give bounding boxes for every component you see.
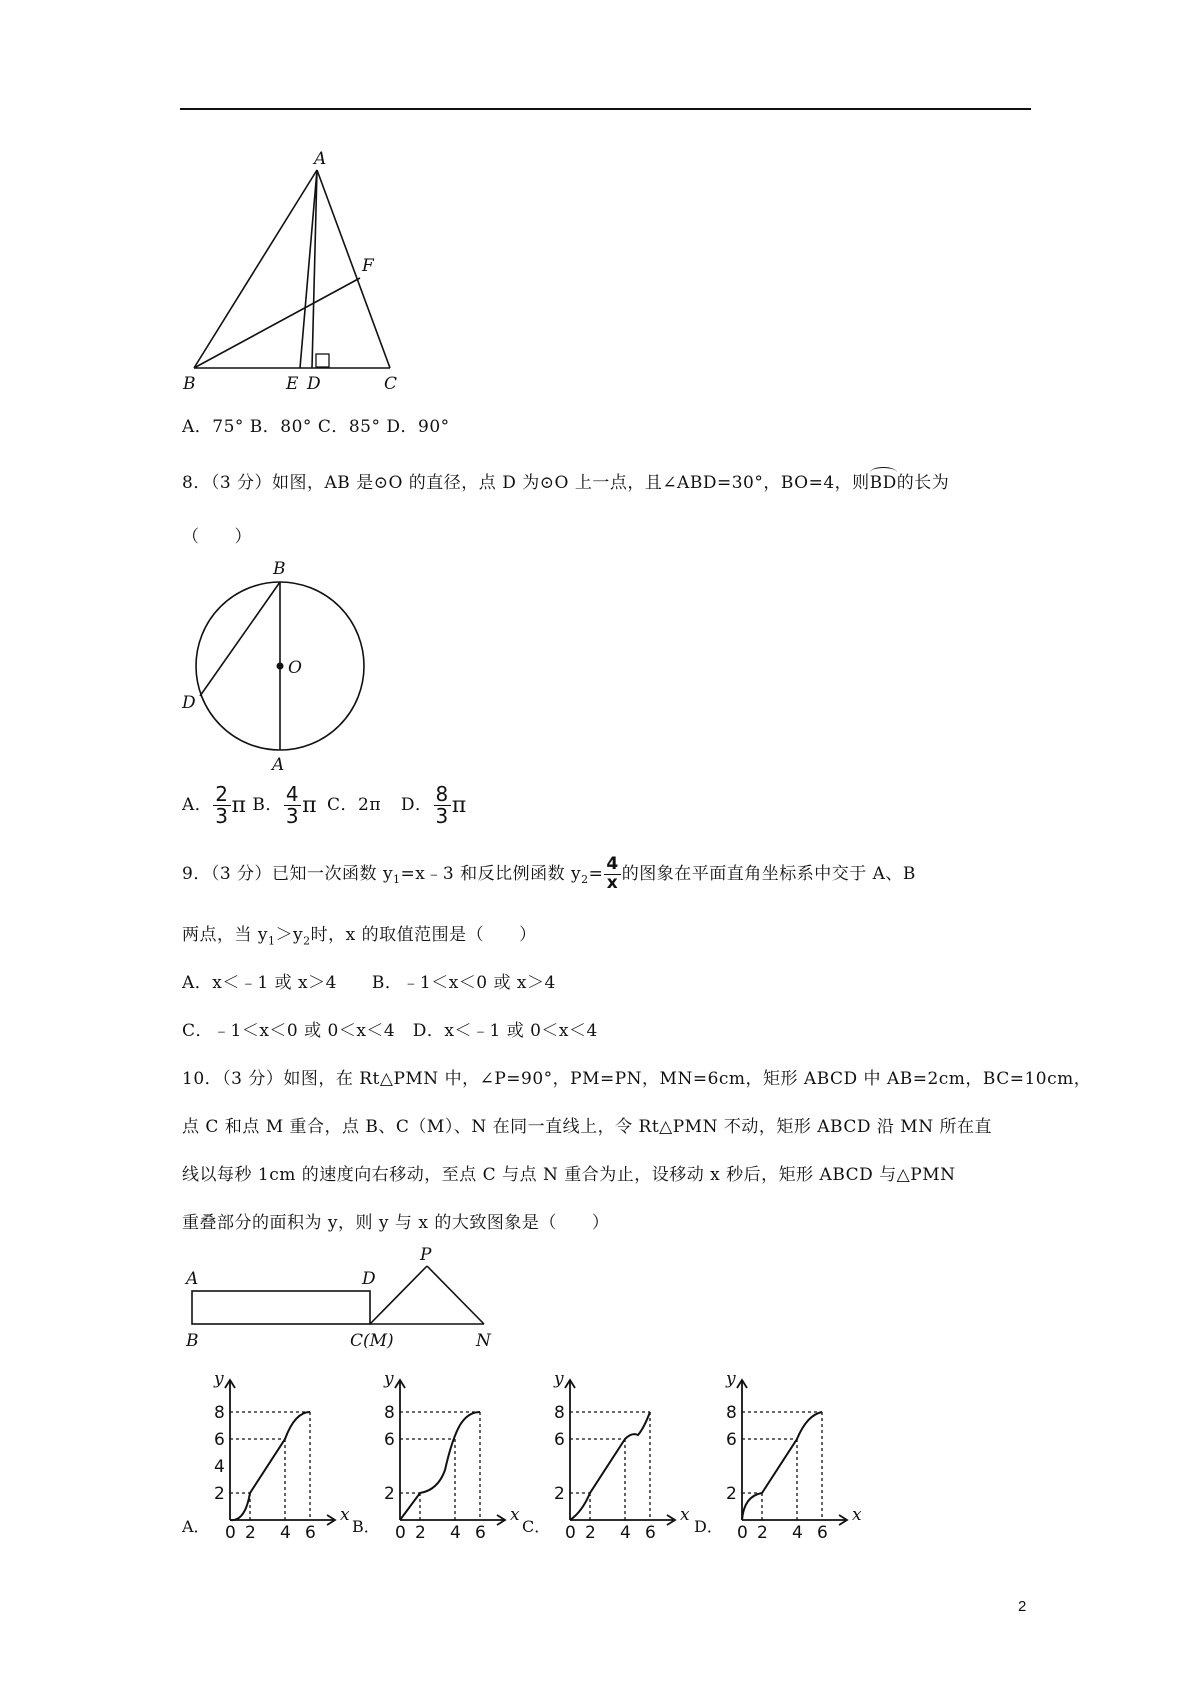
q8-stem-pre: 8．（3 分）如图，AB 是⊙O 的直径，点 D 为⊙O 上一点，且∠ABD=30°，BO=4，则: [182, 473, 870, 493]
q8-label-o: O: [288, 658, 302, 678]
q8-opt-d-pi: π: [451, 793, 467, 818]
q9-stem-part1: 9．（3 分）已知一次函数 y: [182, 863, 394, 884]
q9-stem-line2: [182, 920, 537, 947]
q10-graph-a-ytick-2: 2: [214, 1484, 225, 1504]
q8-opt-b-num: 4: [285, 782, 300, 806]
q10-graph-d-y-label: y: [726, 1369, 736, 1389]
q8-opt-d-label: D．: [400, 795, 433, 815]
q10-graph-d-xtick-0: 0: [737, 1523, 748, 1543]
q9-sub1: 1: [393, 873, 401, 887]
q9-options-row2: C．﹣1＜x＜0 或 0＜x＜4 D．x＜﹣1 或 0＜x＜4: [182, 1021, 598, 1041]
q8-opt-b-den: 3: [285, 804, 300, 828]
q10-graph-b-xtick-6: 6: [475, 1523, 486, 1543]
q8-arc-bd: BD: [869, 473, 897, 493]
q10-graph-a-y-label: y: [214, 1369, 224, 1389]
q10-graph-d-x-label: x: [852, 1505, 862, 1525]
q10-line3: 线以每秒 1cm 的速度向右移动，至点 C 与点 N 重合为止，设移动 x 秒后，矩形 ABCD 与△PMN: [182, 1165, 956, 1185]
q10-graph-b-y-label: y: [384, 1369, 394, 1389]
q10-graph-c-ytick-8: 8: [554, 1403, 565, 1423]
q7-triangle-figure: [180, 148, 410, 393]
q10-rect-triangle-figure: [180, 1246, 500, 1352]
q8-stem: [182, 468, 949, 493]
q9-line2-part1: 两点，当 y: [182, 925, 269, 945]
q10-label-n: N: [476, 1331, 491, 1351]
q8-opt-a-den: 3: [215, 804, 229, 828]
q9-line2-part3: 时，x 的取值范围是（ ）: [310, 925, 537, 945]
q8-blank: （ ）: [182, 527, 252, 547]
q7-options: A．75° B．80° C．85° D．90°: [182, 417, 450, 437]
q9-frac-num: 4: [606, 854, 619, 874]
q9-line2-part2: ＞y: [275, 925, 304, 945]
q9-line2-sub2: 2: [303, 934, 311, 948]
q10-graph-a-x-label: x: [340, 1505, 350, 1525]
q8-circle-figure: [180, 556, 370, 774]
q8-label-b: B: [273, 559, 286, 579]
q10-graph-a-label: A．: [182, 1517, 210, 1536]
q8-options: [182, 784, 467, 827]
q8-label-d: D: [182, 693, 196, 713]
q9-sub2: 2: [581, 873, 589, 887]
q10-graph-b-ytick-6: 6: [384, 1430, 395, 1450]
q10-graph-a-xtick-6: 6: [305, 1523, 316, 1543]
q10-graph-d-ytick-8: 8: [726, 1403, 737, 1423]
q9-line2-sub1: 1: [268, 934, 276, 948]
q10-label-d: D: [362, 1269, 376, 1289]
q8-opt-a-frac: [213, 784, 230, 827]
q10-graph-b-xtick-0: 0: [395, 1523, 406, 1543]
q8-opt-a-pi: π: [231, 793, 247, 818]
q9-stem-part3: =: [588, 863, 604, 884]
q10-graph-a-ytick-8: 8: [214, 1403, 225, 1423]
q9-frac-den: x: [606, 872, 619, 893]
q10-graph-d-ytick-2: 2: [726, 1484, 737, 1504]
q8-opt-c: C．2π: [327, 795, 381, 815]
q7-label-f: F: [362, 256, 374, 276]
q8-opt-b-pi: π: [302, 793, 318, 818]
q9-stem-part4: 的图象在平面直角坐标系中交于 A、B: [621, 863, 916, 884]
q10-label-b: B: [186, 1331, 199, 1351]
q10-graph-c: [540, 1369, 690, 1543]
q10-graph-b-ytick-8: 8: [384, 1403, 395, 1423]
q7-label-a: A: [314, 149, 327, 169]
q10-graph-a: [200, 1369, 350, 1543]
q10-graph-d-xtick-4: 4: [792, 1523, 803, 1543]
q10-graph-b-label: B．: [352, 1517, 380, 1536]
q10-label-a: A: [186, 1269, 199, 1289]
q10-label-cm: C(M): [350, 1331, 394, 1351]
q8-label-a: A: [272, 755, 285, 775]
q10-graph-d: [712, 1369, 862, 1543]
q10-graph-c-ytick-6: 6: [554, 1430, 565, 1450]
q9-stem-line1: [182, 856, 916, 893]
q10-graph-c-xtick-6: 6: [645, 1523, 656, 1543]
q9-stem-part2: =x﹣3 和反比例函数 y: [400, 863, 582, 884]
q7-label-c: C: [384, 374, 398, 394]
q10-graph-a-ytick-4: 4: [214, 1457, 225, 1477]
q10-graph-c-xtick-2: 2: [585, 1523, 596, 1543]
q9-options-row1: A．x＜﹣1 或 x＞4 B．﹣1＜x＜0 或 x＞4: [182, 973, 556, 993]
q10-graph-c-y-label: y: [554, 1369, 564, 1389]
q10-line1: 10．（3 分）如图，在 Rt△PMN 中，∠P=90°，PM=PN，MN=6cm，矩形 ABCD 中 AB=2cm，BC=10cm，: [182, 1069, 1092, 1089]
q8-stem-post: 的长为: [896, 473, 950, 493]
q9-fraction: [604, 856, 620, 893]
q10-graph-c-x-label: x: [680, 1505, 690, 1525]
q10-graph-a-xtick-0: 0: [225, 1523, 236, 1543]
q7-label-d: D: [307, 374, 321, 394]
q10-graph-b-xtick-2: 2: [415, 1523, 426, 1543]
q10-line2: 点 C 和点 M 重合，点 B、C（M）、N 在同一直线上，令 Rt△PMN 不动，矩形 ABCD 沿 MN 所在直: [182, 1117, 992, 1137]
q8-opt-a-label: A．: [182, 795, 213, 815]
q10-graph-b-x-label: x: [510, 1505, 520, 1525]
q10-graph-d-xtick-6: 6: [817, 1523, 828, 1543]
q8-opt-d-frac: [434, 784, 451, 827]
q10-graph-c-xtick-0: 0: [565, 1523, 576, 1543]
q10-graph-b-ytick-2: 2: [384, 1484, 395, 1504]
q10-graph-c-xtick-4: 4: [620, 1523, 631, 1543]
q10-line4: 重叠部分的面积为 y，则 y 与 x 的大致图象是（ ）: [182, 1213, 610, 1233]
q10-graph-d-label: D．: [694, 1517, 723, 1536]
q10-graph-d-xtick-2: 2: [757, 1523, 768, 1543]
q10-graph-b-xtick-4: 4: [450, 1523, 461, 1543]
q8-opt-b-frac: [284, 784, 301, 827]
q10-graph-a-xtick-2: 2: [245, 1523, 256, 1543]
q7-label-e: E: [286, 374, 299, 394]
q8-opt-a-num: 2: [215, 782, 229, 806]
q10-graph-a-ytick-6: 6: [214, 1430, 225, 1450]
q10-label-p: P: [420, 1245, 432, 1265]
page-number: 2: [1018, 1598, 1027, 1615]
q7-label-b: B: [183, 374, 196, 394]
q10-graph-b: [370, 1369, 520, 1543]
q8-opt-d-den: 3: [435, 804, 449, 828]
header-rule: [180, 108, 1031, 110]
q8-opt-d-num: 8: [435, 782, 449, 806]
q8-opt-b-label: B．: [252, 795, 283, 815]
q10-graph-a-xtick-4: 4: [280, 1523, 291, 1543]
q10-graph-c-label: C．: [522, 1517, 551, 1536]
q10-graph-c-ytick-2: 2: [554, 1484, 565, 1504]
q10-graph-d-ytick-6: 6: [726, 1430, 737, 1450]
